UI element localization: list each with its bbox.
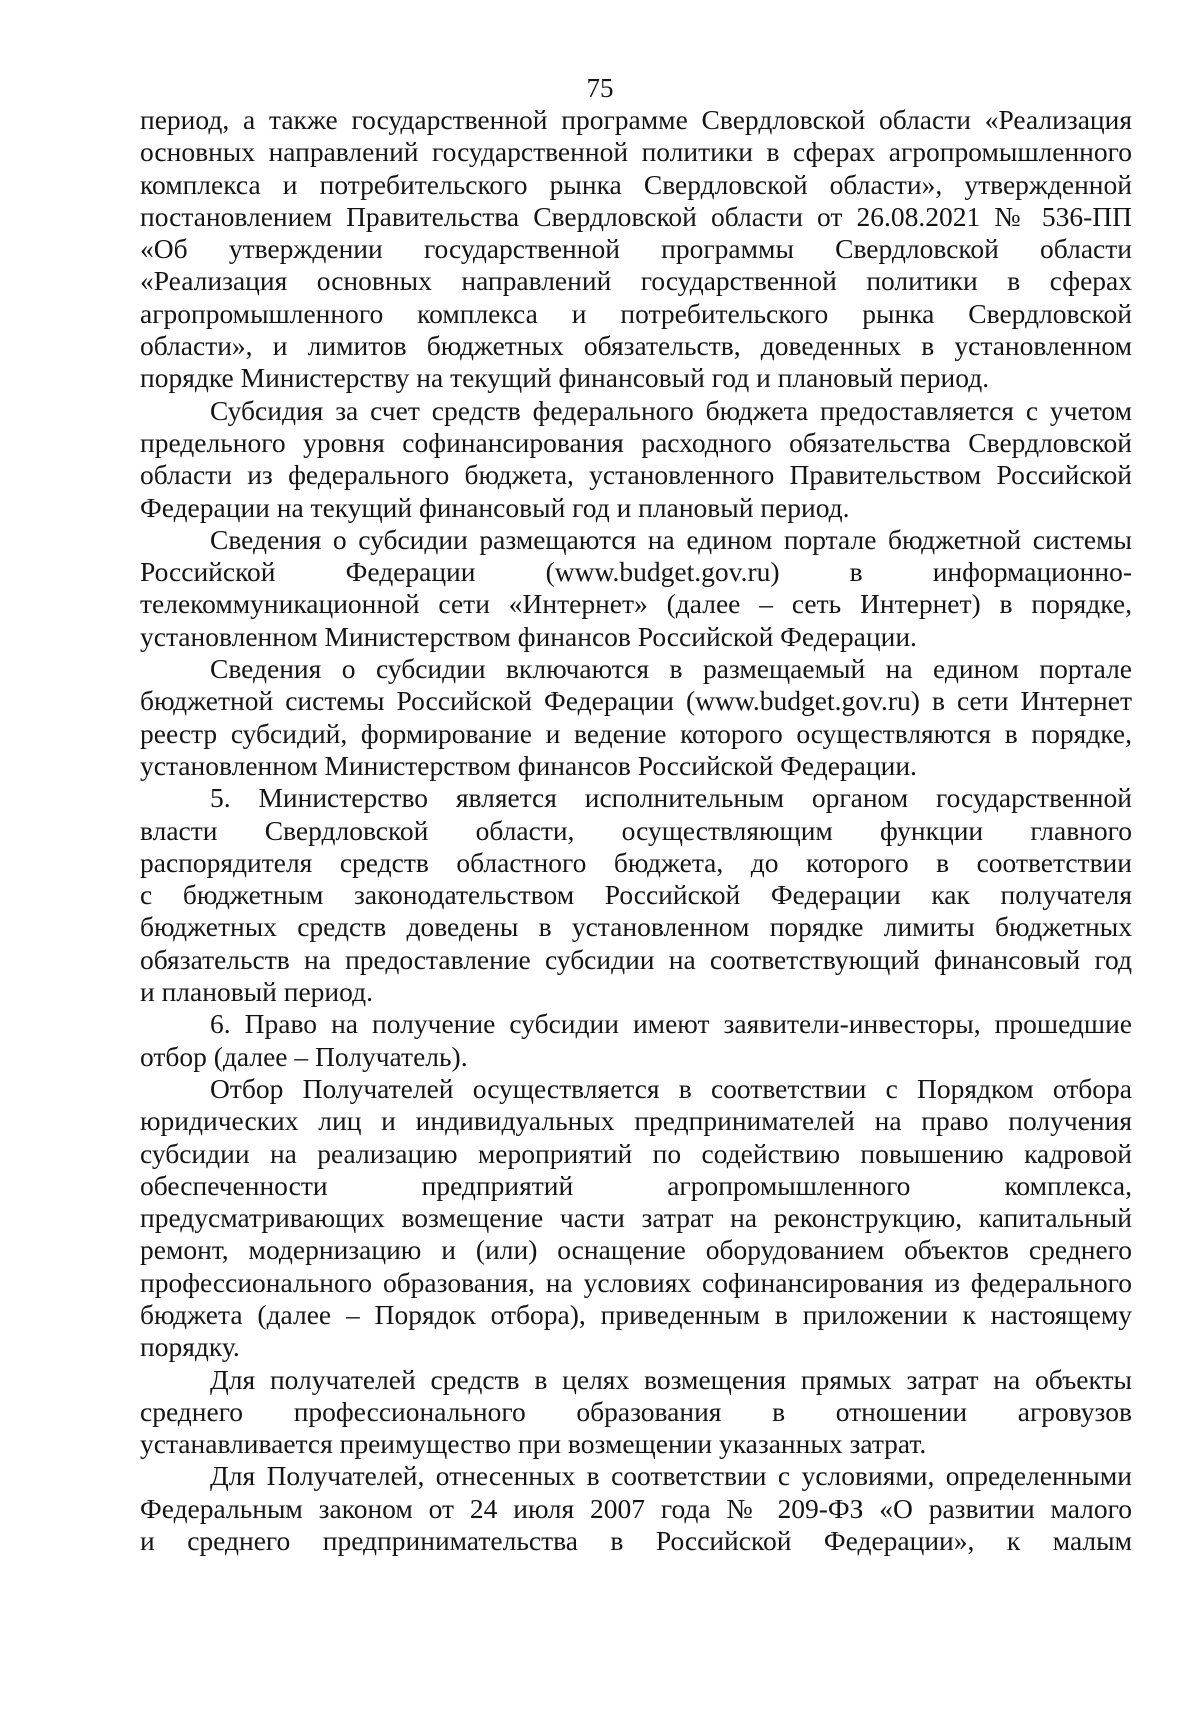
text-line: ремонт, модернизацию и (или) оснащение оборудованием объектов среднего	[140, 1234, 1132, 1266]
text-line: Федерации на текущий финансовый год и плановый период.	[140, 491, 850, 523]
paragraph	[140, 782, 1132, 1008]
text-line: постановлением Правительства Свердловской области от 26.08.2021 № 536-ПП	[140, 200, 1132, 232]
text-line: области из федерального бюджета, установленного Правительством Российской	[140, 459, 1132, 491]
text-line: бюджетной системы Российской Федерации (www.budget.gov.ru) в сети Интернет	[140, 685, 1132, 717]
paragraph	[140, 1460, 1132, 1557]
text-line: области», и лимитов бюджетных обязательств, доведенных в установленном	[140, 330, 1132, 362]
text-line: среднего профессионального образования в отношении агровузов	[140, 1395, 1132, 1427]
text-line: комплекса и потребительского рынка Свердловской области», утвержденной	[140, 168, 1132, 200]
text-line: Сведения о субсидии размещаются на едином портале бюджетной системы	[210, 523, 1132, 555]
paragraph	[140, 1073, 1132, 1364]
text-line: с бюджетным законодательством Российской Федерации как получателя	[140, 879, 1132, 911]
text-line: Федеральным законом от 24 июля 2007 года № 209-ФЗ «О развитии малого	[140, 1492, 1132, 1524]
paragraph	[140, 104, 1132, 395]
text-line: порядке Министерству на текущий финансовый год и плановый период.	[140, 362, 990, 394]
text-line: субсидии на реализацию мероприятий по содействию повышению кадровой	[140, 1137, 1132, 1169]
text-line: период, а также государственной программе Свердловской области «Реализация	[140, 104, 1132, 135]
text-line: власти Свердловской области, осуществляющим функции главного	[140, 814, 1132, 846]
text-line: профессионального образования, на условиях софинансирования из федерального	[140, 1266, 1132, 1298]
text-line: телекоммуникационной сети «Интернет» (далее – сеть Интернет) в порядке,	[140, 588, 1132, 620]
text-line: предусматривающих возмещение части затрат на реконструкцию, капитальный	[140, 1202, 1132, 1234]
text-line: и среднего предпринимательства в Российской Федерации», к малым	[140, 1525, 1132, 1557]
text-line: Сведения о субсидии включаются в размещаемый на едином портале	[210, 653, 1132, 685]
text-line: распорядителя средств областного бюджета, до которого в соответствии	[140, 846, 1132, 878]
page-number: 75	[586, 73, 614, 103]
text-line: и плановый период.	[140, 976, 373, 1008]
text-line: обеспеченности предприятий агропромышленного комплекса,	[140, 1169, 1132, 1201]
text-line: установленном Министерством финансов Российской Федерации.	[140, 620, 917, 652]
text-line: Российской Федерации (www.budget.gov.ru) в информационно-	[140, 556, 1132, 588]
text-line: реестр субсидий, формирование и ведение которого осуществляются в порядке,	[140, 717, 1132, 749]
text-line: Субсидия за счет средств федерального бюджета предоставляется с учетом	[210, 394, 1132, 426]
text-line: порядку.	[140, 1331, 240, 1363]
text-line: отбор (далее – Получатель).	[140, 1040, 468, 1072]
text-line: 6. Право на получение субсидии имеют заявители-инвесторы, прошедшие	[210, 1008, 1132, 1040]
paragraph	[140, 653, 1132, 782]
paragraph	[140, 1364, 1132, 1461]
text-line: 5. Министерство является исполнительным органом государственной	[210, 782, 1132, 814]
text-line: «Об утверждении государственной программы Свердловской области	[140, 233, 1132, 265]
text-line: установленном Министерством финансов Российской Федерации.	[140, 749, 917, 781]
paragraph	[140, 524, 1132, 653]
text-line: юридических лиц и индивидуальных предпринимателей на право получения	[140, 1105, 1132, 1137]
text-line: основных направлений государственной политики в сферах агропромышленного	[140, 136, 1132, 168]
text-line: устанавливается преимущество при возмещении указанных затрат.	[140, 1428, 927, 1460]
text-line: агропромышленного комплекса и потребительского рынка Свердловской	[140, 297, 1132, 329]
text-line: предельного уровня софинансирования расходного обязательства Свердловской	[140, 426, 1132, 458]
text-line: Для Получателей, отнесенных в соответствии с условиями, определенными	[210, 1460, 1132, 1492]
text-line: Для получателей средств в целях возмещения прямых затрат на объекты	[210, 1363, 1132, 1395]
paragraph	[140, 1008, 1132, 1073]
document-body	[140, 104, 1132, 1557]
text-line: Отбор Получателей осуществляется в соответствии с Порядком отбора	[210, 1072, 1132, 1104]
text-line: обязательств на предоставление субсидии на соответствующий финансовый год	[140, 943, 1132, 975]
text-line: «Реализация основных направлений государственной политики в сферах	[140, 265, 1132, 297]
paragraph	[140, 395, 1132, 524]
text-line: бюджетных средств доведены в установленном порядке лимиты бюджетных	[140, 911, 1132, 943]
text-line: бюджета (далее – Порядок отбора), приведенным в приложении к настоящему	[140, 1298, 1132, 1330]
